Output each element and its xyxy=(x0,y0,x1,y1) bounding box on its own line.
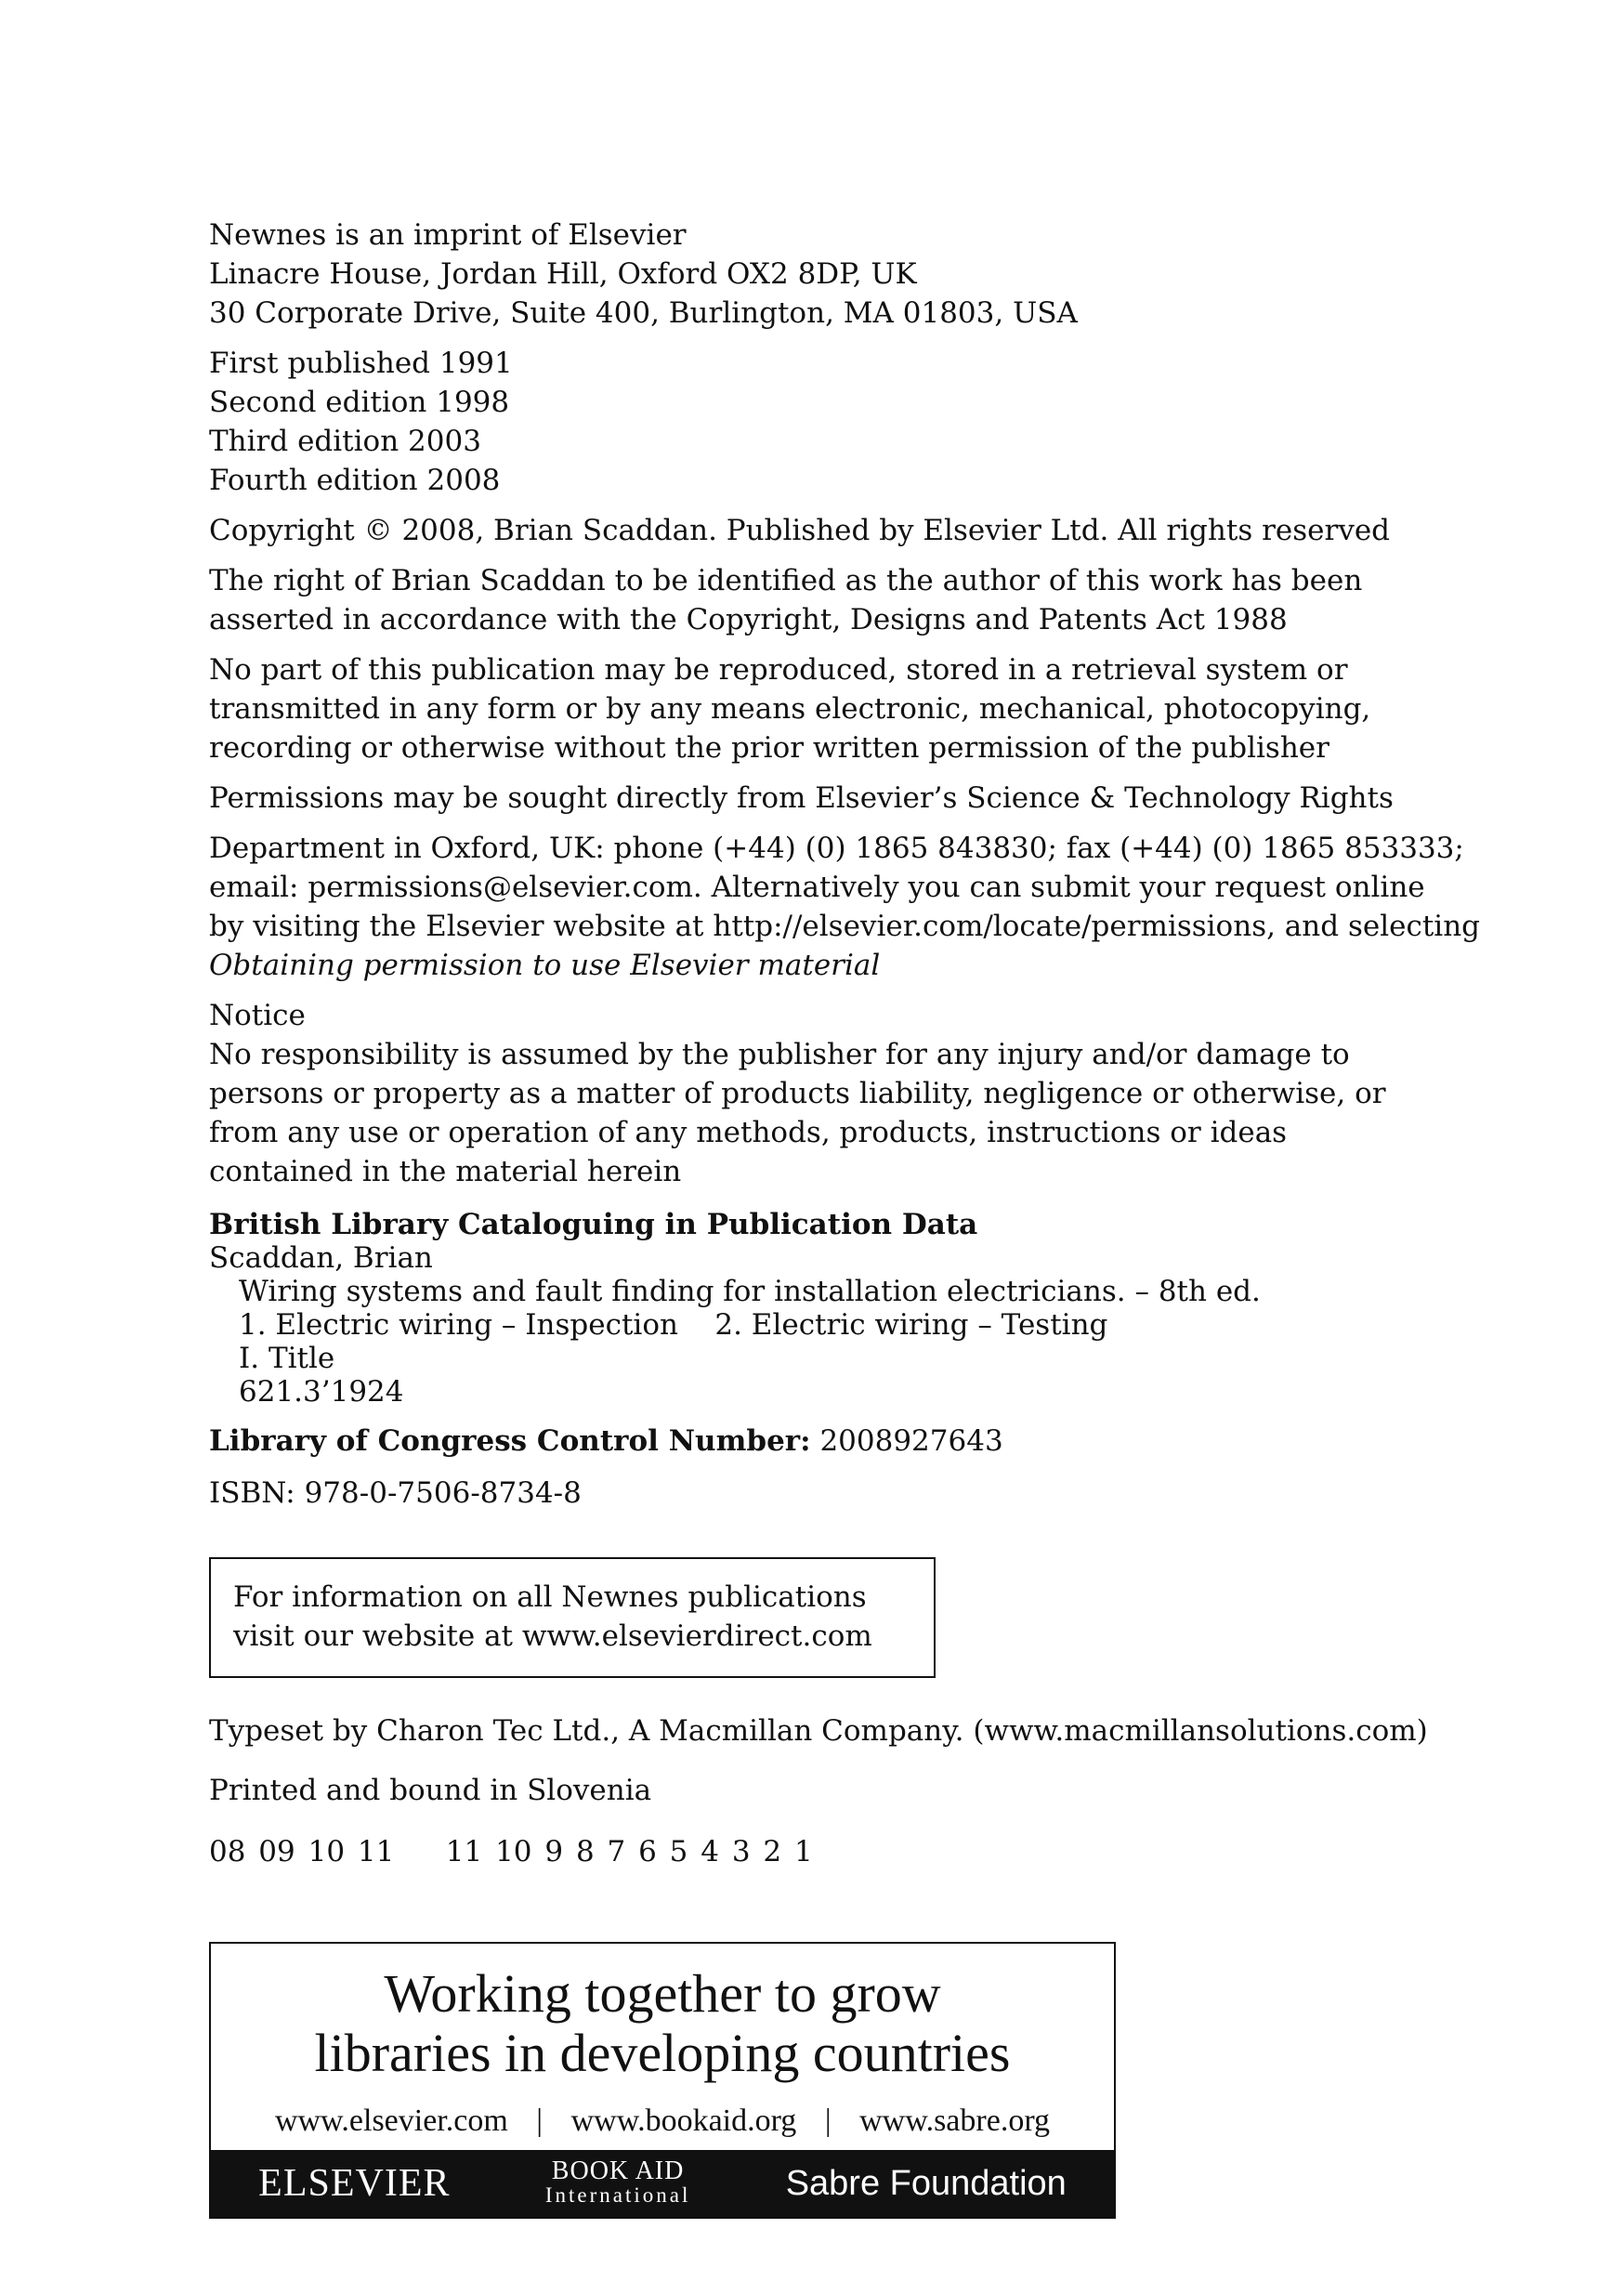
loc-label: Library of Congress Control Number: xyxy=(209,1424,811,1458)
copyright-page xyxy=(209,216,1481,1905)
edition-line: Third edition 2003 xyxy=(209,425,481,458)
book-aid-logo xyxy=(544,2156,691,2208)
imprint-block xyxy=(209,216,1445,333)
typeset-block xyxy=(209,1711,1445,1750)
permissions-italic-line: Obtaining permission to use Elsevier material xyxy=(209,949,881,982)
imprint-line: Linacre House, Jordan Hill, Oxford OX2 8DP, UK xyxy=(209,257,917,291)
headline-line: libraries in developing countries xyxy=(314,2023,1011,2083)
book-aid-headline xyxy=(211,1964,1114,2083)
permissions-line: email: permissions@elsevier.com. Alternatively you can submit your request online xyxy=(209,871,1425,904)
cip-author: Scaddan, Brian xyxy=(209,1241,433,1275)
printed-line: Printed and bound in Slovenia xyxy=(209,1774,652,1807)
headline-line: Working together to grow xyxy=(384,1963,941,2024)
print-numbers: 08 09 10 11 11 10 9 8 7 6 5 4 3 2 1 xyxy=(209,1835,813,1868)
info-box-line: For information on all Newnes publications xyxy=(233,1580,867,1614)
sabre-foundation-logo: Sabre Foundation xyxy=(785,2163,1067,2203)
no-part-block xyxy=(209,650,1445,767)
permissions-intro-line: Permissions may be sought directly from Elsevier’s Science & Technology Rights xyxy=(209,781,1394,815)
moral-right-line: asserted in accordance with the Copyright, Designs and Patents Act 1988 xyxy=(209,603,1288,636)
copyright-line: Copyright © 2008, Brian Scaddan. Published by Elsevier Ltd. All rights reserved xyxy=(209,514,1391,547)
copyright-notice xyxy=(209,511,1445,550)
permissions-intro-block xyxy=(209,779,1445,818)
notice-line: persons or property as a matter of products liability, negligence or otherwise, or xyxy=(209,1077,1386,1110)
printed-block xyxy=(209,1771,1445,1810)
typeset-line: Typeset by Charon Tec Ltd., A Macmillan Company. (www.macmillansolutions.com) xyxy=(209,1714,1428,1748)
moral-right-block xyxy=(209,561,1445,639)
partner-logos-bar xyxy=(211,2150,1114,2217)
newnes-info-box xyxy=(209,1557,936,1678)
imprint-line: Newnes is an imprint of Elsevier xyxy=(209,218,687,252)
cip-subjects: 1. Electric wiring – Inspection 2. Electric wiring – Testing xyxy=(239,1308,1108,1342)
no-part-line: recording or otherwise without the prior written permission of the publisher xyxy=(209,731,1329,765)
permissions-line: Department in Oxford, UK: phone (+44) (0) 1865 843830; fax (+44) (0) 1865 853333; xyxy=(209,832,1464,865)
notice-line: contained in the material herein xyxy=(209,1155,682,1188)
info-box-line: visit our website at www.elsevierdirect.com xyxy=(233,1619,872,1653)
url-sabre: www.sabre.org xyxy=(859,2104,1051,2138)
moral-right-line: The right of Brian Scaddan to be identified as the author of this work has been xyxy=(209,564,1363,597)
cip-title-line: Wiring systems and fault finding for installation electricians. – 8th ed. xyxy=(239,1275,1261,1308)
url-separator: | xyxy=(536,2104,544,2138)
no-part-line: transmitted in any form or by any means electronic, mechanical, photocopying, xyxy=(209,692,1371,726)
notice-line: No responsibility is assumed by the publisher for any injury and/or damage to xyxy=(209,1038,1350,1071)
book-aid-urls xyxy=(211,2104,1114,2139)
print-numbers-block xyxy=(209,1832,1445,1871)
permissions-line: by visiting the Elsevier website at http://elsevier.com/locate/permissions, and selecting xyxy=(209,910,1481,943)
edition-line: First published 1991 xyxy=(209,347,513,380)
edition-line: Fourth edition 2008 xyxy=(209,464,501,497)
isbn-block xyxy=(209,1474,1445,1513)
book-aid-banner xyxy=(209,1942,1116,2219)
editions-block xyxy=(209,344,1445,500)
permissions-block xyxy=(209,829,1481,985)
notice-heading: Notice xyxy=(209,999,306,1032)
loc-value: 2008927643 xyxy=(819,1424,1003,1458)
notice-line: from any use or operation of any methods, products, instructions or ideas xyxy=(209,1116,1288,1149)
edition-line: Second edition 1998 xyxy=(209,386,510,419)
url-bookaid: www.bookaid.org xyxy=(570,2104,797,2138)
cip-heading: British Library Cataloguing in Publication Data xyxy=(209,1208,978,1241)
book-aid-logo-bottom: International xyxy=(544,2183,691,2207)
cip-class-number: 621.3’1924 xyxy=(239,1375,404,1409)
cip-title-entry: I. Title xyxy=(239,1342,335,1375)
imprint-line: 30 Corporate Drive, Suite 400, Burlington, MA 01803, USA xyxy=(209,296,1078,330)
elsevier-logo: ELSEVIER xyxy=(258,2162,451,2205)
url-elsevier: www.elsevier.com xyxy=(274,2104,508,2138)
url-separator: | xyxy=(824,2104,832,2138)
book-aid-logo-top: BOOK AID xyxy=(551,2156,685,2185)
no-part-line: No part of this publication may be reproduced, stored in a retrieval system or xyxy=(209,653,1348,687)
loc-block xyxy=(209,1422,1445,1461)
isbn-line: ISBN: 978-0-7506-8734-8 xyxy=(209,1476,582,1510)
cip-block xyxy=(209,1208,1445,1409)
notice-block xyxy=(209,996,1445,1191)
